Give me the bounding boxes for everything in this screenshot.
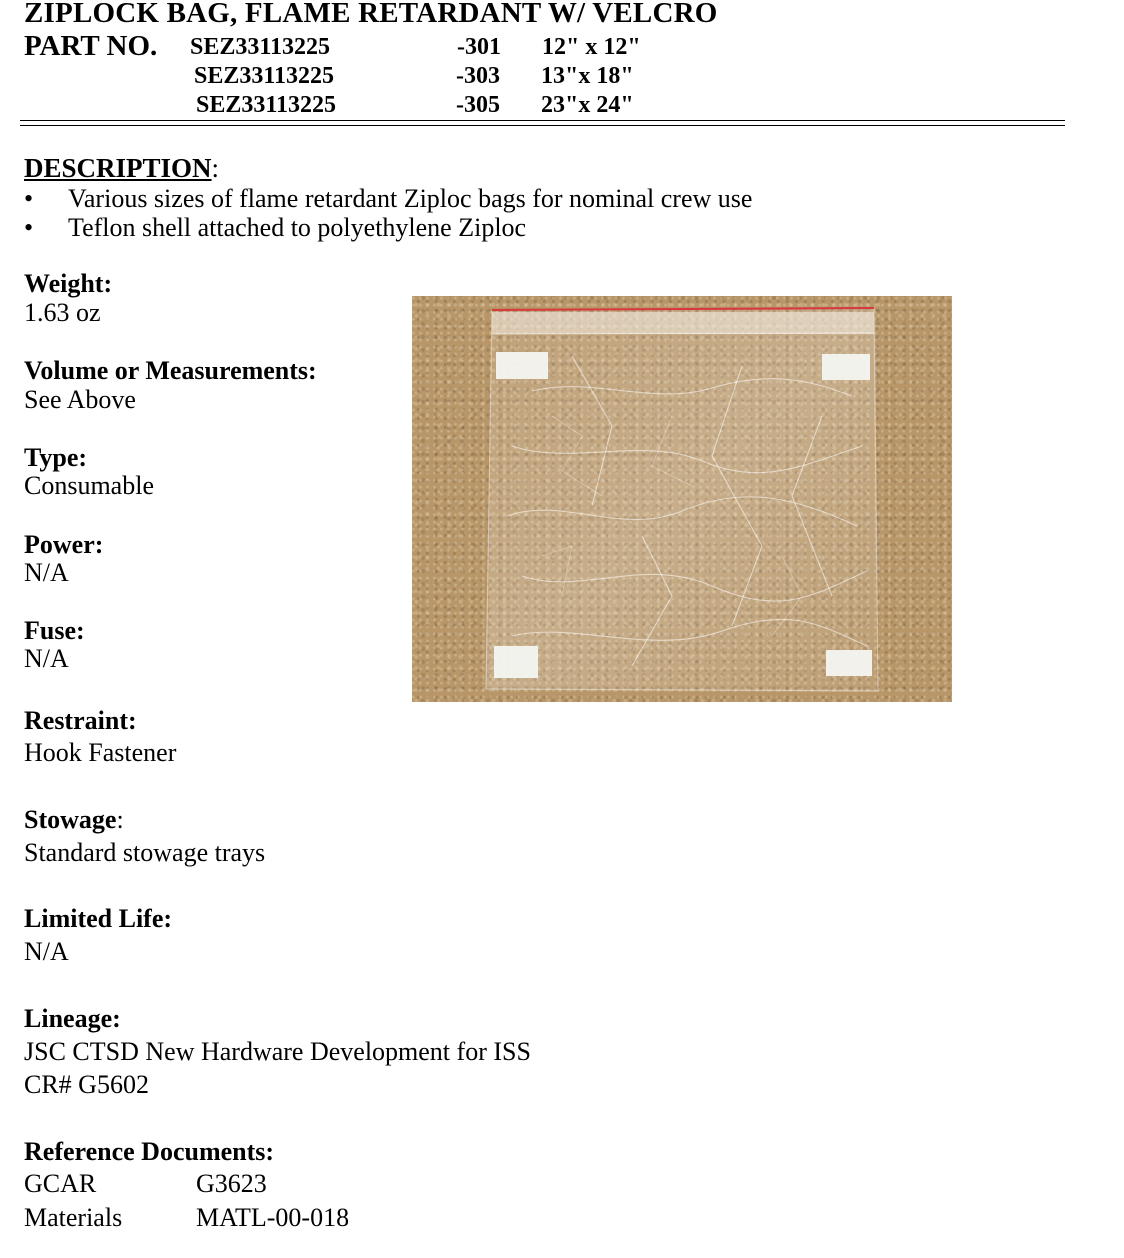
volume-label: Volume or Measurements:	[24, 356, 317, 385]
restraint-label: Restraint:	[24, 706, 137, 735]
weight-label: Weight:	[24, 269, 113, 298]
part-number: SEZ33113225	[190, 34, 331, 60]
description-heading: DESCRIPTION:	[24, 153, 220, 183]
description-bullet	[24, 213, 526, 243]
part-dash-number: -301	[457, 34, 501, 60]
type-label: Type:	[24, 443, 88, 472]
velcro-tab-bottom-left	[494, 646, 538, 678]
stowage-label: Stowage:	[24, 805, 124, 834]
reference-doc-id: G3623	[196, 1169, 267, 1198]
limited-life-value: N/A	[24, 937, 69, 966]
bullet-glyph: •	[24, 213, 34, 242]
lineage-line: CR# G5602	[24, 1070, 149, 1099]
velcro-tab-top-right	[822, 354, 870, 380]
power-label: Power:	[24, 530, 104, 559]
description-bullet	[24, 184, 752, 214]
reference-doc-id: MATL-00-018	[196, 1203, 350, 1232]
reference-doc-name: Materials	[24, 1203, 123, 1232]
bullet-glyph: •	[24, 184, 34, 213]
reference-documents-label: Reference Documents:	[24, 1137, 275, 1166]
part-row-303	[0, 62, 700, 90]
stowage-value: Standard stowage trays	[24, 838, 266, 867]
lineage-label: Lineage:	[24, 1004, 121, 1033]
part-row-305	[0, 91, 700, 119]
bag-illustration	[412, 296, 952, 702]
header-divider-bottom	[20, 125, 1065, 126]
part-row-301	[0, 33, 700, 61]
ziplock-bag-photo	[412, 296, 952, 702]
velcro-tab-bottom-right	[826, 650, 872, 676]
velcro-tab-top-left	[496, 352, 548, 379]
power-value: N/A	[24, 558, 69, 587]
part-number-label: PART NO.	[24, 30, 158, 62]
part-number: SEZ33113225	[194, 63, 335, 89]
fuse-value: N/A	[24, 644, 69, 673]
fuse-label: Fuse:	[24, 616, 85, 645]
weight-value: 1.63 oz	[24, 298, 101, 327]
restraint-value: Hook Fastener	[24, 738, 177, 767]
part-dash-number: -305	[456, 92, 500, 118]
volume-value: See Above	[24, 385, 136, 414]
part-size: 23"x 24"	[541, 92, 634, 118]
part-dash-number: -303	[456, 63, 500, 89]
document-title: ZIPLOCK BAG, FLAME RETARDANT W/ VELCRO	[24, 0, 718, 29]
bullet-text: Teflon shell attached to polyethylene Ziploc	[68, 213, 527, 242]
lineage-line: JSC CTSD New Hardware Development for ISS	[24, 1037, 531, 1066]
bullet-text: Various sizes of flame retardant Ziploc bags for nominal crew use	[68, 184, 753, 213]
zip-strip	[492, 312, 874, 334]
part-size: 12" x 12"	[542, 34, 641, 60]
type-value: Consumable	[24, 471, 154, 500]
header-divider-top	[20, 120, 1065, 121]
reference-doc-name: GCAR	[24, 1169, 97, 1198]
part-number: SEZ33113225	[196, 92, 337, 118]
part-size: 13"x 18"	[541, 63, 634, 89]
limited-life-label: Limited Life:	[24, 904, 173, 933]
